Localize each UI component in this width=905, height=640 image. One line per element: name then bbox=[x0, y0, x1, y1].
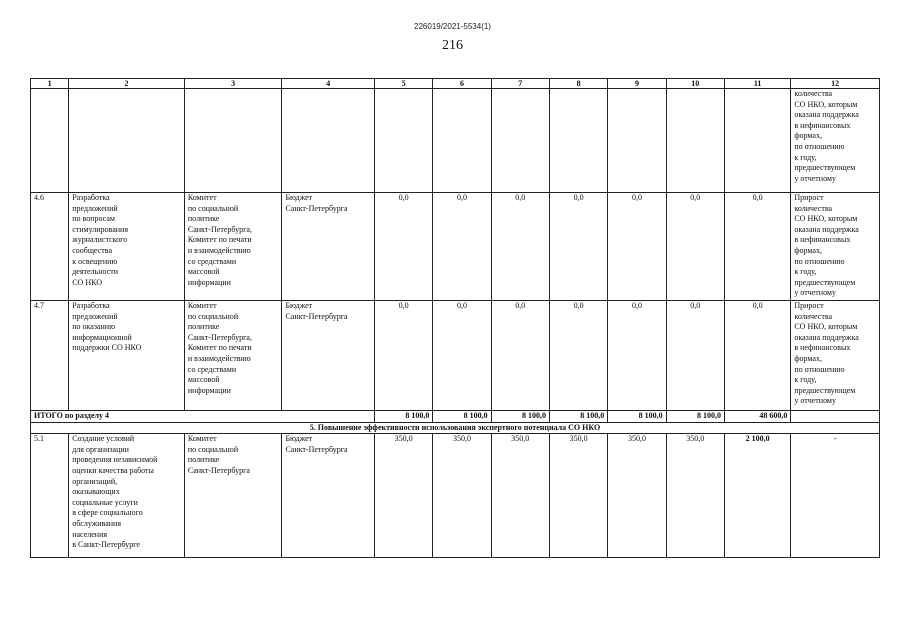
value-cell: 0,0 bbox=[666, 301, 724, 411]
table-row-4-7 bbox=[31, 301, 880, 411]
executor-cell: Комитет по социальной политике Санкт-Петербурга, Комитет по печати и взаимодействию со средствами массовой информации bbox=[184, 193, 282, 301]
header-cell: 3 bbox=[184, 79, 282, 89]
total-value: 8 100,0 bbox=[549, 411, 607, 423]
value-cell: 0,0 bbox=[608, 301, 666, 411]
table-row-4-6 bbox=[31, 193, 880, 301]
row-number: 4.7 bbox=[31, 301, 69, 411]
document-id: 226019/2021-5534(1) bbox=[414, 22, 491, 31]
header-cell: 9 bbox=[608, 79, 666, 89]
indicator-cell: - bbox=[791, 434, 880, 558]
header-cell: 12 bbox=[791, 79, 880, 89]
value-cell: 0,0 bbox=[549, 301, 607, 411]
indicator-cell: Прирост количества СО НКО, которым оказана поддержка в нефинансовых формах, по отношению к году, предшествующем у отчетному bbox=[791, 193, 880, 301]
total-row bbox=[31, 411, 880, 423]
indicator-cell: количества СО НКО, которым оказана поддержка в нефинансовых формах, по отношению к году, предшествующем у отчетному bbox=[791, 89, 880, 193]
indicator-cell: Прирост количества СО НКО, которым оказана поддержка в нефинансовых формах, по отношению к году, предшествующем у отчетному bbox=[791, 301, 880, 411]
total-value: 8 100,0 bbox=[666, 411, 724, 423]
value-cell: 0,0 bbox=[491, 301, 549, 411]
header-cell: 6 bbox=[433, 79, 491, 89]
header-cell: 2 bbox=[69, 79, 185, 89]
value-cell: 0,0 bbox=[433, 193, 491, 301]
header-cell: 11 bbox=[724, 79, 790, 89]
total-value: 8 100,0 bbox=[491, 411, 549, 423]
value-cell: 350,0 bbox=[666, 434, 724, 558]
executor-cell: Комитет по социальной политике Санкт-Петербурга bbox=[184, 434, 282, 558]
total-value: 8 100,0 bbox=[433, 411, 491, 423]
header-cell: 8 bbox=[549, 79, 607, 89]
table-row-5-1 bbox=[31, 434, 880, 558]
value-cell: 0,0 bbox=[491, 193, 549, 301]
source-cell: Бюджет Санкт-Петербурга bbox=[282, 193, 375, 301]
executor-cell: Комитет по социальной политике Санкт-Петербурга, Комитет по печати и взаимодействию со средствами массовой информации bbox=[184, 301, 282, 411]
row-number: 5.1 bbox=[31, 434, 69, 558]
value-cell-total: 2 100,0 bbox=[724, 434, 790, 558]
row-number: 4.6 bbox=[31, 193, 69, 301]
total-value: 8 100,0 bbox=[374, 411, 432, 423]
header-cell: 10 bbox=[666, 79, 724, 89]
value-cell: 350,0 bbox=[549, 434, 607, 558]
activity-cell: Создание условий для организации проведения независимой оценки качества работы организаций, оказывающих социальные услуги в сфере социального обслуживания населения в Санкт-Петербурге bbox=[69, 434, 185, 558]
activity-cell: Разработка предложений по вопросам стимулирования журналистского сообщества к освещению деятельности СО НКО bbox=[69, 193, 185, 301]
value-cell: 350,0 bbox=[433, 434, 491, 558]
value-cell: 0,0 bbox=[433, 301, 491, 411]
section-title: 5. Повышение эффективности использования экспертного потенциала СО НКО bbox=[31, 422, 880, 434]
activity-cell: Разработка предложений по оказанию информационной поддержки СО НКО bbox=[69, 301, 185, 411]
section-heading-row bbox=[31, 422, 880, 434]
total-value: 48 600,0 bbox=[724, 411, 790, 423]
program-table bbox=[30, 78, 880, 558]
header-cell: 4 bbox=[282, 79, 375, 89]
header-cell: 1 bbox=[31, 79, 69, 89]
value-cell: 0,0 bbox=[666, 193, 724, 301]
total-value: 8 100,0 bbox=[608, 411, 666, 423]
continued-row bbox=[31, 89, 880, 193]
value-cell: 0,0 bbox=[549, 193, 607, 301]
value-cell: 0,0 bbox=[724, 301, 790, 411]
page-number: 216 bbox=[442, 38, 463, 53]
total-label: ИТОГО по разделу 4 bbox=[31, 411, 375, 423]
value-cell: 350,0 bbox=[374, 434, 432, 558]
source-cell: Бюджет Санкт-Петербурга bbox=[282, 434, 375, 558]
header-cell: 7 bbox=[491, 79, 549, 89]
value-cell: 0,0 bbox=[374, 301, 432, 411]
value-cell: 0,0 bbox=[724, 193, 790, 301]
header-row bbox=[31, 79, 880, 89]
value-cell: 0,0 bbox=[608, 193, 666, 301]
value-cell: 0,0 bbox=[374, 193, 432, 301]
header-cell: 5 bbox=[374, 79, 432, 89]
value-cell: 350,0 bbox=[491, 434, 549, 558]
value-cell: 350,0 bbox=[608, 434, 666, 558]
source-cell: Бюджет Санкт-Петербурга bbox=[282, 301, 375, 411]
